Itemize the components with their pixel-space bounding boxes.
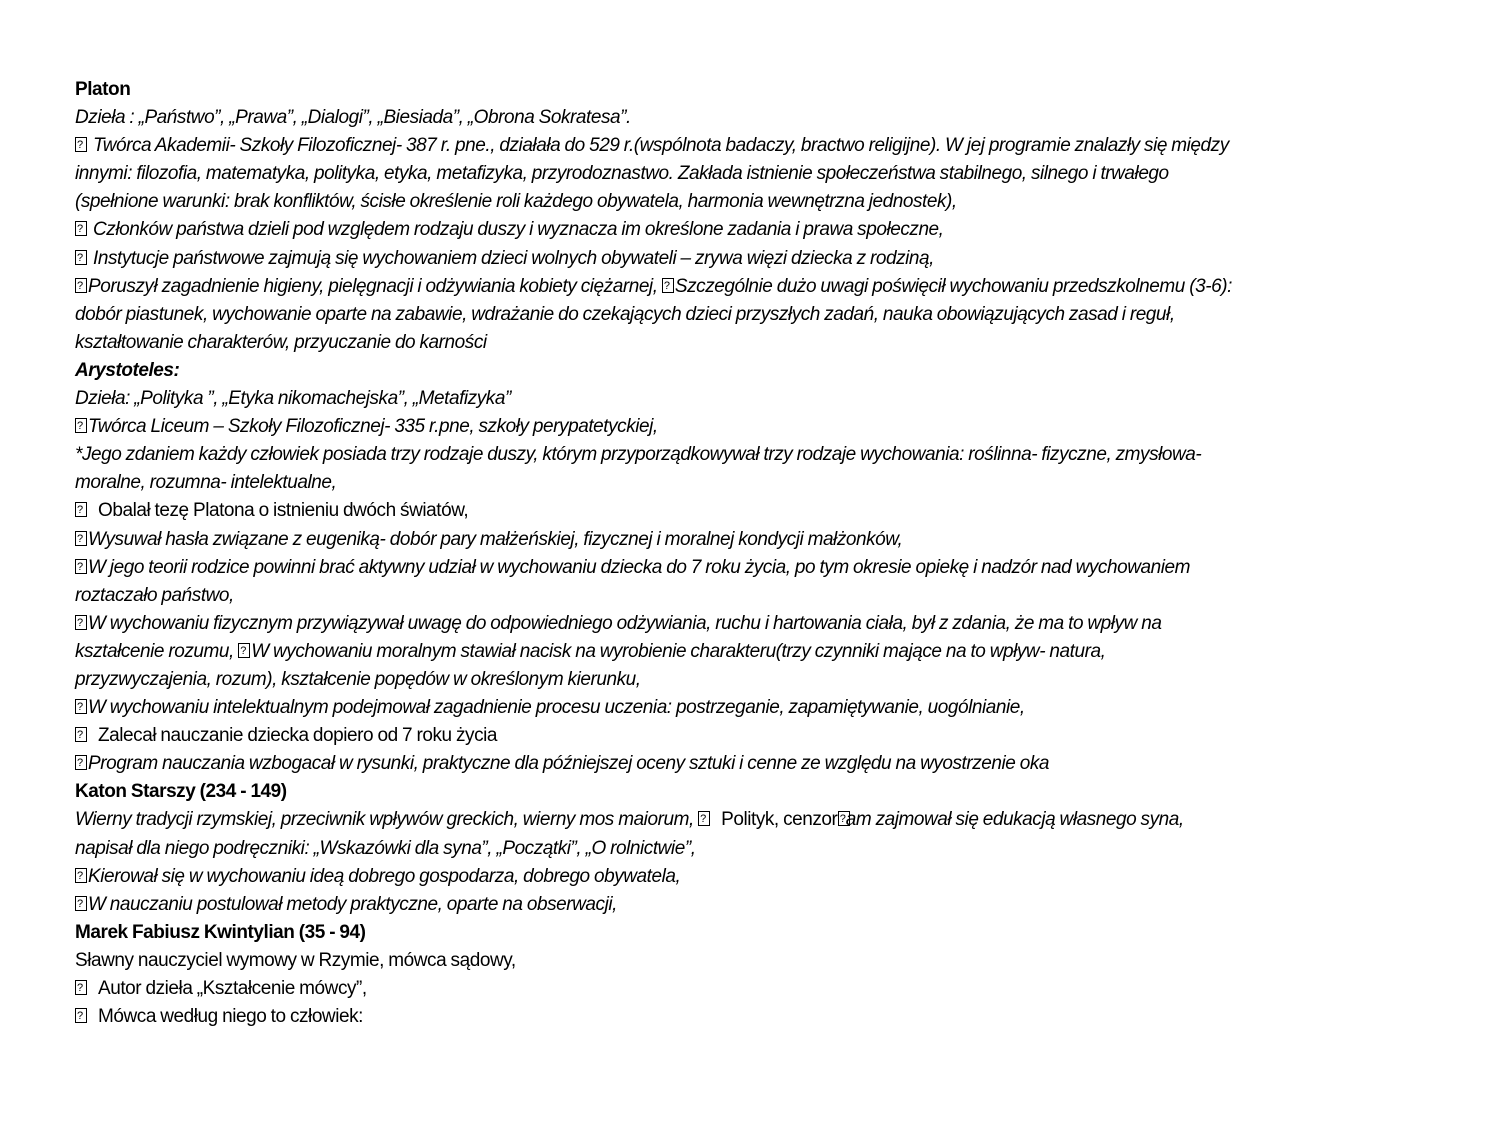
- text-line: innymi: filozofia, matematyka, polityka, etyka, metafizyka, przyrodoznastwo. Zakłada istnienie społeczeństwa stabilnego, silnego i trwałego: [75, 163, 1169, 185]
- text-line: Instytucje państwowe zajmują się wychowaniem dzieci wolnych obywateli – zrywa więzi dziecka z rodziną,: [93, 247, 934, 269]
- section-heading-kwintylian: Marek Fabiusz Kwintylian (35 - 94): [75, 921, 366, 943]
- text-line: Wysuwał hasła związane z eugeniką- dobór pary małżeńskiej, fizycznej i moralnej kondycji małżonków,: [88, 528, 903, 550]
- text-line: Obalał tezę Platona o istnieniu dwóch światów,: [98, 500, 469, 522]
- bullet-icon: [75, 221, 87, 236]
- bullet-icon: [238, 643, 250, 658]
- bullet-icon: [75, 868, 87, 883]
- bullet-icon: [75, 755, 87, 770]
- text-line: W nauczaniu postulował metody praktyczne, oparte na obserwacji,: [88, 893, 617, 915]
- text-line: Program nauczania wzbogacał w rysunki, praktyczne dla późniejszej oceny sztuki i cenne ze względu na wyostrzenie oka: [88, 753, 1050, 775]
- bullet-icon: [75, 727, 87, 742]
- text-line: *Jego zdaniem każdy człowiek posiada trzy rodzaje duszy, którym przyporządkowywał trzy rodzaje wychowania: roślinna- fizyczne, zmysłowa-: [75, 444, 1202, 466]
- bullet-icon: [75, 250, 87, 265]
- text-line: kształcenie rozumu,: [75, 640, 239, 662]
- bullet-line: [75, 413, 1455, 441]
- text-line: am zajmował się edukacją własnego syna,: [845, 809, 1184, 831]
- text-line: Członków państwa dzieli pod względem rodzaju duszy i wyznacza im określone zadania i prawa społeczne,: [93, 219, 944, 241]
- mixed-line: [75, 806, 1455, 834]
- text-line: roztaczało państwo,: [75, 584, 234, 606]
- text-line: Mówca według niego to człowiek:: [98, 1006, 363, 1028]
- text-line: Wierny tradycji rzymskiej, przeciwnik wpływów greckich, wierny mos maiorum,: [75, 809, 699, 831]
- text-line: [75, 638, 1455, 666]
- text-line: W wychowaniu moralnym stawiał nacisk na wyrobienie charakteru(trzy czynniki mające na to wpływ- natura,: [251, 640, 1106, 662]
- bullet-line: [75, 273, 1455, 301]
- bullet-line: [75, 750, 1455, 778]
- bullet-line: [75, 863, 1455, 891]
- bullet-line: [75, 694, 1455, 722]
- bullet-icon: [75, 418, 87, 433]
- text-line: W wychowaniu intelektualnym podejmował zagadnienie procesu uczenia: postrzeganie, zapamiętywanie, uogólnianie,: [88, 697, 1025, 719]
- text-line: moralne, rozumna- intelektualne,: [75, 472, 337, 494]
- text-line: Twórca Liceum – Szkoły Filozoficznej- 335 r.pne, szkoły perypatetyckiej,: [88, 416, 658, 438]
- bullet-icon: [75, 699, 87, 714]
- bullet-line: [75, 132, 1455, 160]
- bullet-line: [75, 497, 1455, 525]
- text-line: Szczególnie dużo uwagi poświęcił wychowaniu przedszkolnemu (3-6):: [674, 275, 1232, 297]
- text-line: W wychowaniu fizycznym przywiązywał uwagę do odpowiedniego odżywiania, ruchu i hartowania ciała, był z zdania, że ma to wpływ na: [88, 612, 1162, 634]
- text-line: Autor dzieła „Kształcenie mówcy”,: [98, 978, 367, 999]
- bullet-icon: [662, 278, 674, 293]
- text-line: (spełnione warunki: brak konfliktów, ścisłe określenie roli każdego obywatela, harmonia wewnętrzna jednostek),: [75, 191, 957, 213]
- bullet-icon: [75, 531, 87, 546]
- bullet-icon: [75, 559, 87, 574]
- bullet-line: [75, 1003, 1455, 1031]
- text-line: Poruszył zagadnienie higieny, pielęgnacji i odżywiania kobiety ciężarnej,: [88, 275, 662, 297]
- section-heading-platon: Platon: [75, 79, 131, 100]
- text-line: Kierował się w wychowaniu ideą dobrego gospodarza, dobrego obywatela,: [88, 865, 681, 887]
- bullet-icon: [75, 502, 87, 517]
- bullet-icon: [75, 1008, 87, 1023]
- bullet-icon: [75, 980, 87, 995]
- text-line: W jego teorii rodzice powinni brać aktywny udział w wychowaniu dziecka do 7 roku życia, po tym okresie opiekę i nadzór nad wychowaniem: [88, 556, 1190, 578]
- text-line: Sławny nauczyciel wymowy w Rzymie, mówca sądowy,: [75, 949, 516, 971]
- text-line: napisał dla niego podręczniki: „Wskazówki dla syna”, „Początki”, „O rolnictwie”,: [75, 837, 696, 859]
- bullet-icon: [838, 811, 850, 826]
- bullet-line: [75, 526, 1455, 554]
- text-line: Twórca Akademii- Szkoły Filozoficznej- 387 r. pne., działała do 529 r.(wspólnota badaczy, bractwo religijne). W jej programie znalazły się między: [93, 135, 1229, 157]
- bullet-icon: [75, 896, 87, 911]
- bullet-line: [75, 216, 1455, 244]
- text-line: przyzwyczajenia, rozum), kształcenie popędów w określonym kierunku,: [75, 668, 641, 690]
- document-page: [75, 76, 1455, 1031]
- bullet-line: [75, 891, 1455, 919]
- bullet-line: [75, 245, 1455, 273]
- bullet-icon: [75, 615, 87, 630]
- section-heading-arystoteles: Arystoteles:: [75, 359, 180, 381]
- bullet-icon: [698, 811, 710, 826]
- section-heading-katon: Katon Starszy (234 - 149): [75, 781, 287, 803]
- text-line: kształtowanie charakterów, przyuczanie do karności: [75, 331, 487, 353]
- bullet-line: [75, 975, 1455, 1003]
- bullet-line: [75, 610, 1455, 638]
- text-line: Polityk, cenzor: [721, 809, 842, 831]
- text-line: Dzieła : „Państwo”, „Prawa”, „Dialogi”, „Biesiada”, „Obrona Sokratesa”.: [75, 107, 631, 129]
- bullet-line: [75, 554, 1455, 582]
- text-line: Dzieła: „Polityka ”, „Etyka nikomachejska”, „Metafizyka”: [75, 388, 511, 410]
- text-line: Zalecał nauczanie dziecka dopiero od 7 roku życia: [98, 725, 498, 747]
- bullet-icon: [75, 278, 87, 293]
- text-line: dobór piastunek, wychowanie oparte na zabawie, wdrażanie do czekających dzieci przyszłych zadań, nauka obowiązujących zasad i reguł,: [75, 303, 1175, 325]
- bullet-icon: [75, 137, 87, 152]
- bullet-line: [75, 722, 1455, 750]
